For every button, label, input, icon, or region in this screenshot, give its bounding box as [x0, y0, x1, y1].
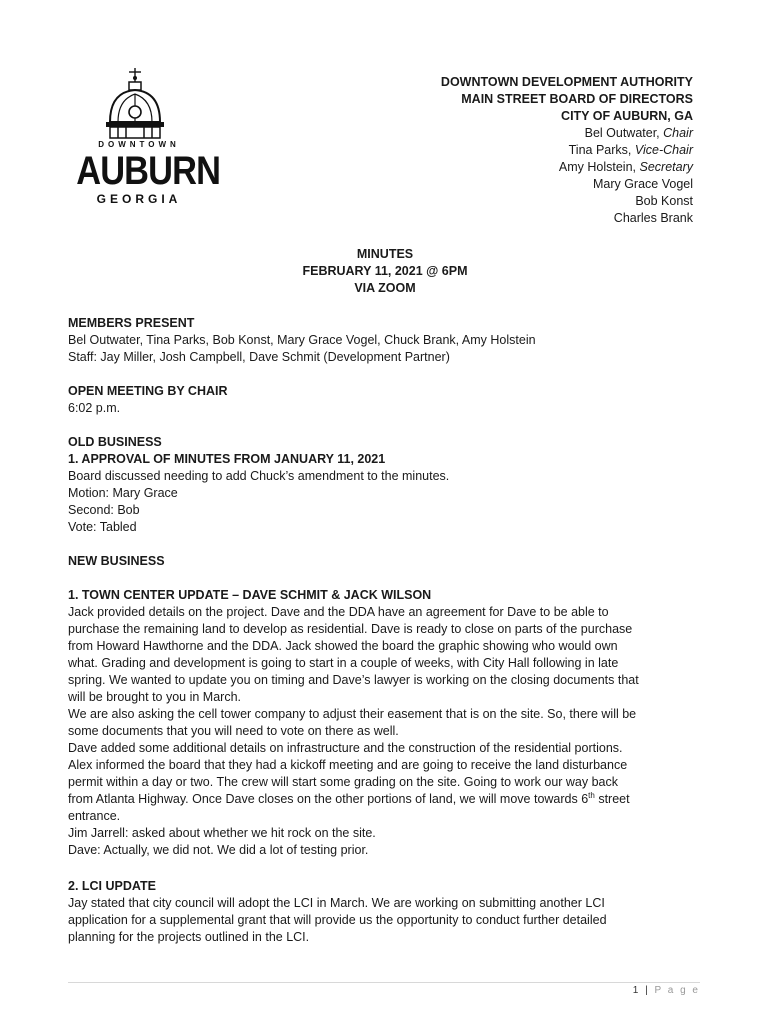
page-number: 1	[632, 985, 641, 996]
member-name: Mary Grace Vogel	[592, 177, 693, 191]
text-line: spring. We wanted to update you on timing and Dave’s lawyer is working on the closing documents that	[68, 673, 639, 687]
board-member	[441, 176, 693, 193]
member-name: Tina Parks,	[568, 143, 635, 157]
text-line: Board discussed needing to add Chuck’s amendment to the minutes.	[68, 469, 450, 483]
minutes-title	[0, 246, 770, 297]
city-hall-dome-icon	[66, 66, 212, 142]
text-line: Jack provided details on the project. Dave and the DDA have an agreement for Dave to be able to	[68, 605, 609, 619]
lci-update-item	[68, 878, 700, 946]
logo-auburn-text: AUBURN	[76, 149, 221, 193]
item-heading: 2. LCI UPDATE	[68, 879, 156, 893]
section-heading: MEMBERS PRESENT	[68, 316, 195, 330]
text-line: from Howard Hawthorne and the DDA. Jack showed the board the graphic showing who would own	[68, 639, 618, 653]
members-list: Bel Outwater, Tina Parks, Bob Konst, Mary Grace Vogel, Chuck Brank, Amy Holstein	[68, 333, 536, 347]
footer-separator: |	[640, 985, 655, 996]
text-line: what. Grading and development is going to start in a couple of weeks, with City Hall following in late	[68, 656, 619, 670]
auburn-logo	[66, 66, 221, 216]
staff-list: Staff: Jay Miller, Josh Campbell, Dave Schmit (Development Partner)	[68, 350, 450, 364]
city-name: CITY OF AUBURN, GA	[561, 109, 693, 123]
ordinal-suffix: th	[588, 790, 595, 800]
board-name: MAIN STREET BOARD OF DIRECTORS	[461, 92, 693, 106]
member-name: Bob Konst	[635, 194, 693, 208]
logo-downtown-text: DOWNTOWN	[98, 140, 180, 149]
member-name: Charles Brank	[613, 211, 693, 225]
member-role: Vice-Chair	[634, 143, 693, 157]
member-name: Bel Outwater,	[584, 126, 664, 140]
footer-divider	[68, 982, 700, 983]
text-line: planning for the projects outlined in the LCI.	[68, 930, 310, 944]
text-fragment: from Atlanta Highway. Once Dave closes on the other portions of land, we will move towards 6	[68, 792, 589, 806]
text-line: will be brought to you in March.	[68, 690, 242, 704]
members-present-section	[68, 315, 700, 366]
new-business-section	[68, 553, 700, 570]
logo-georgia-text: GEORGIA	[96, 192, 182, 206]
text-line: application for a supplemental grant that will provide us the opportunity to conduct further detailed	[68, 913, 607, 927]
open-meeting-section	[68, 383, 700, 417]
text-line: Second: Bob	[68, 503, 140, 517]
text-line: Motion: Mary Grace	[68, 486, 178, 500]
item-heading: 1. TOWN CENTER UPDATE – DAVE SCHMIT & JACK WILSON	[68, 588, 432, 602]
member-name: Amy Holstein,	[558, 160, 640, 174]
text-line: entrance.	[68, 809, 121, 823]
text-line: Jim Jarrell: asked about whether we hit rock on the site.	[68, 826, 376, 840]
board-member	[441, 210, 693, 227]
page-label: P a g e	[654, 985, 700, 996]
text-line: Alex informed the board that they had a kickoff meeting and are going to receive the land disturbance	[68, 758, 628, 772]
board-member	[441, 159, 693, 176]
page-footer	[633, 985, 700, 996]
meeting-venue: VIA ZOOM	[354, 281, 416, 295]
open-time: 6:02 p.m.	[68, 401, 121, 415]
org-name: DOWNTOWN DEVELOPMENT AUTHORITY	[440, 75, 693, 89]
item-heading: 1. APPROVAL OF MINUTES FROM JANUARY 11, 2021	[68, 452, 386, 466]
title-line: MINUTES	[356, 247, 414, 261]
town-center-item	[68, 587, 700, 859]
member-role: Chair	[663, 126, 693, 140]
board-member	[441, 125, 693, 142]
text-line: Dave added some additional details on infrastructure and the construction of the residential portions.	[68, 741, 623, 755]
text-line: Dave: Actually, we did not. We did a lot of testing prior.	[68, 843, 369, 857]
text-line: permit within a day or two. The crew will start some grading on the site. Going to work our way back	[68, 775, 619, 789]
text-line: some documents that you will need to vote on there as well.	[68, 724, 399, 738]
text-line: purchase the remaining land to develop as residential. Dave is ready to close on parts of the purchase	[68, 622, 633, 636]
text-fragment: street	[594, 792, 630, 806]
text-line: We are also asking the cell tower company to adjust their easement that is on the site. So, there will be	[68, 707, 637, 721]
text-line: Jay stated that city council will adopt the LCI in March. We are working on submitting another LCI	[68, 896, 605, 910]
text-line: Vote: Tabled	[68, 520, 137, 534]
member-role: Secretary	[639, 160, 693, 174]
section-heading: OLD BUSINESS	[68, 435, 162, 449]
board-member	[441, 193, 693, 210]
board-member	[441, 142, 693, 159]
text-line	[68, 791, 700, 808]
old-business-section	[68, 434, 700, 536]
board-header	[441, 74, 693, 227]
meeting-date: FEBRUARY 11, 2021 @ 6PM	[302, 264, 468, 278]
section-heading: OPEN MEETING BY CHAIR	[68, 384, 228, 398]
section-heading: NEW BUSINESS	[68, 554, 165, 568]
